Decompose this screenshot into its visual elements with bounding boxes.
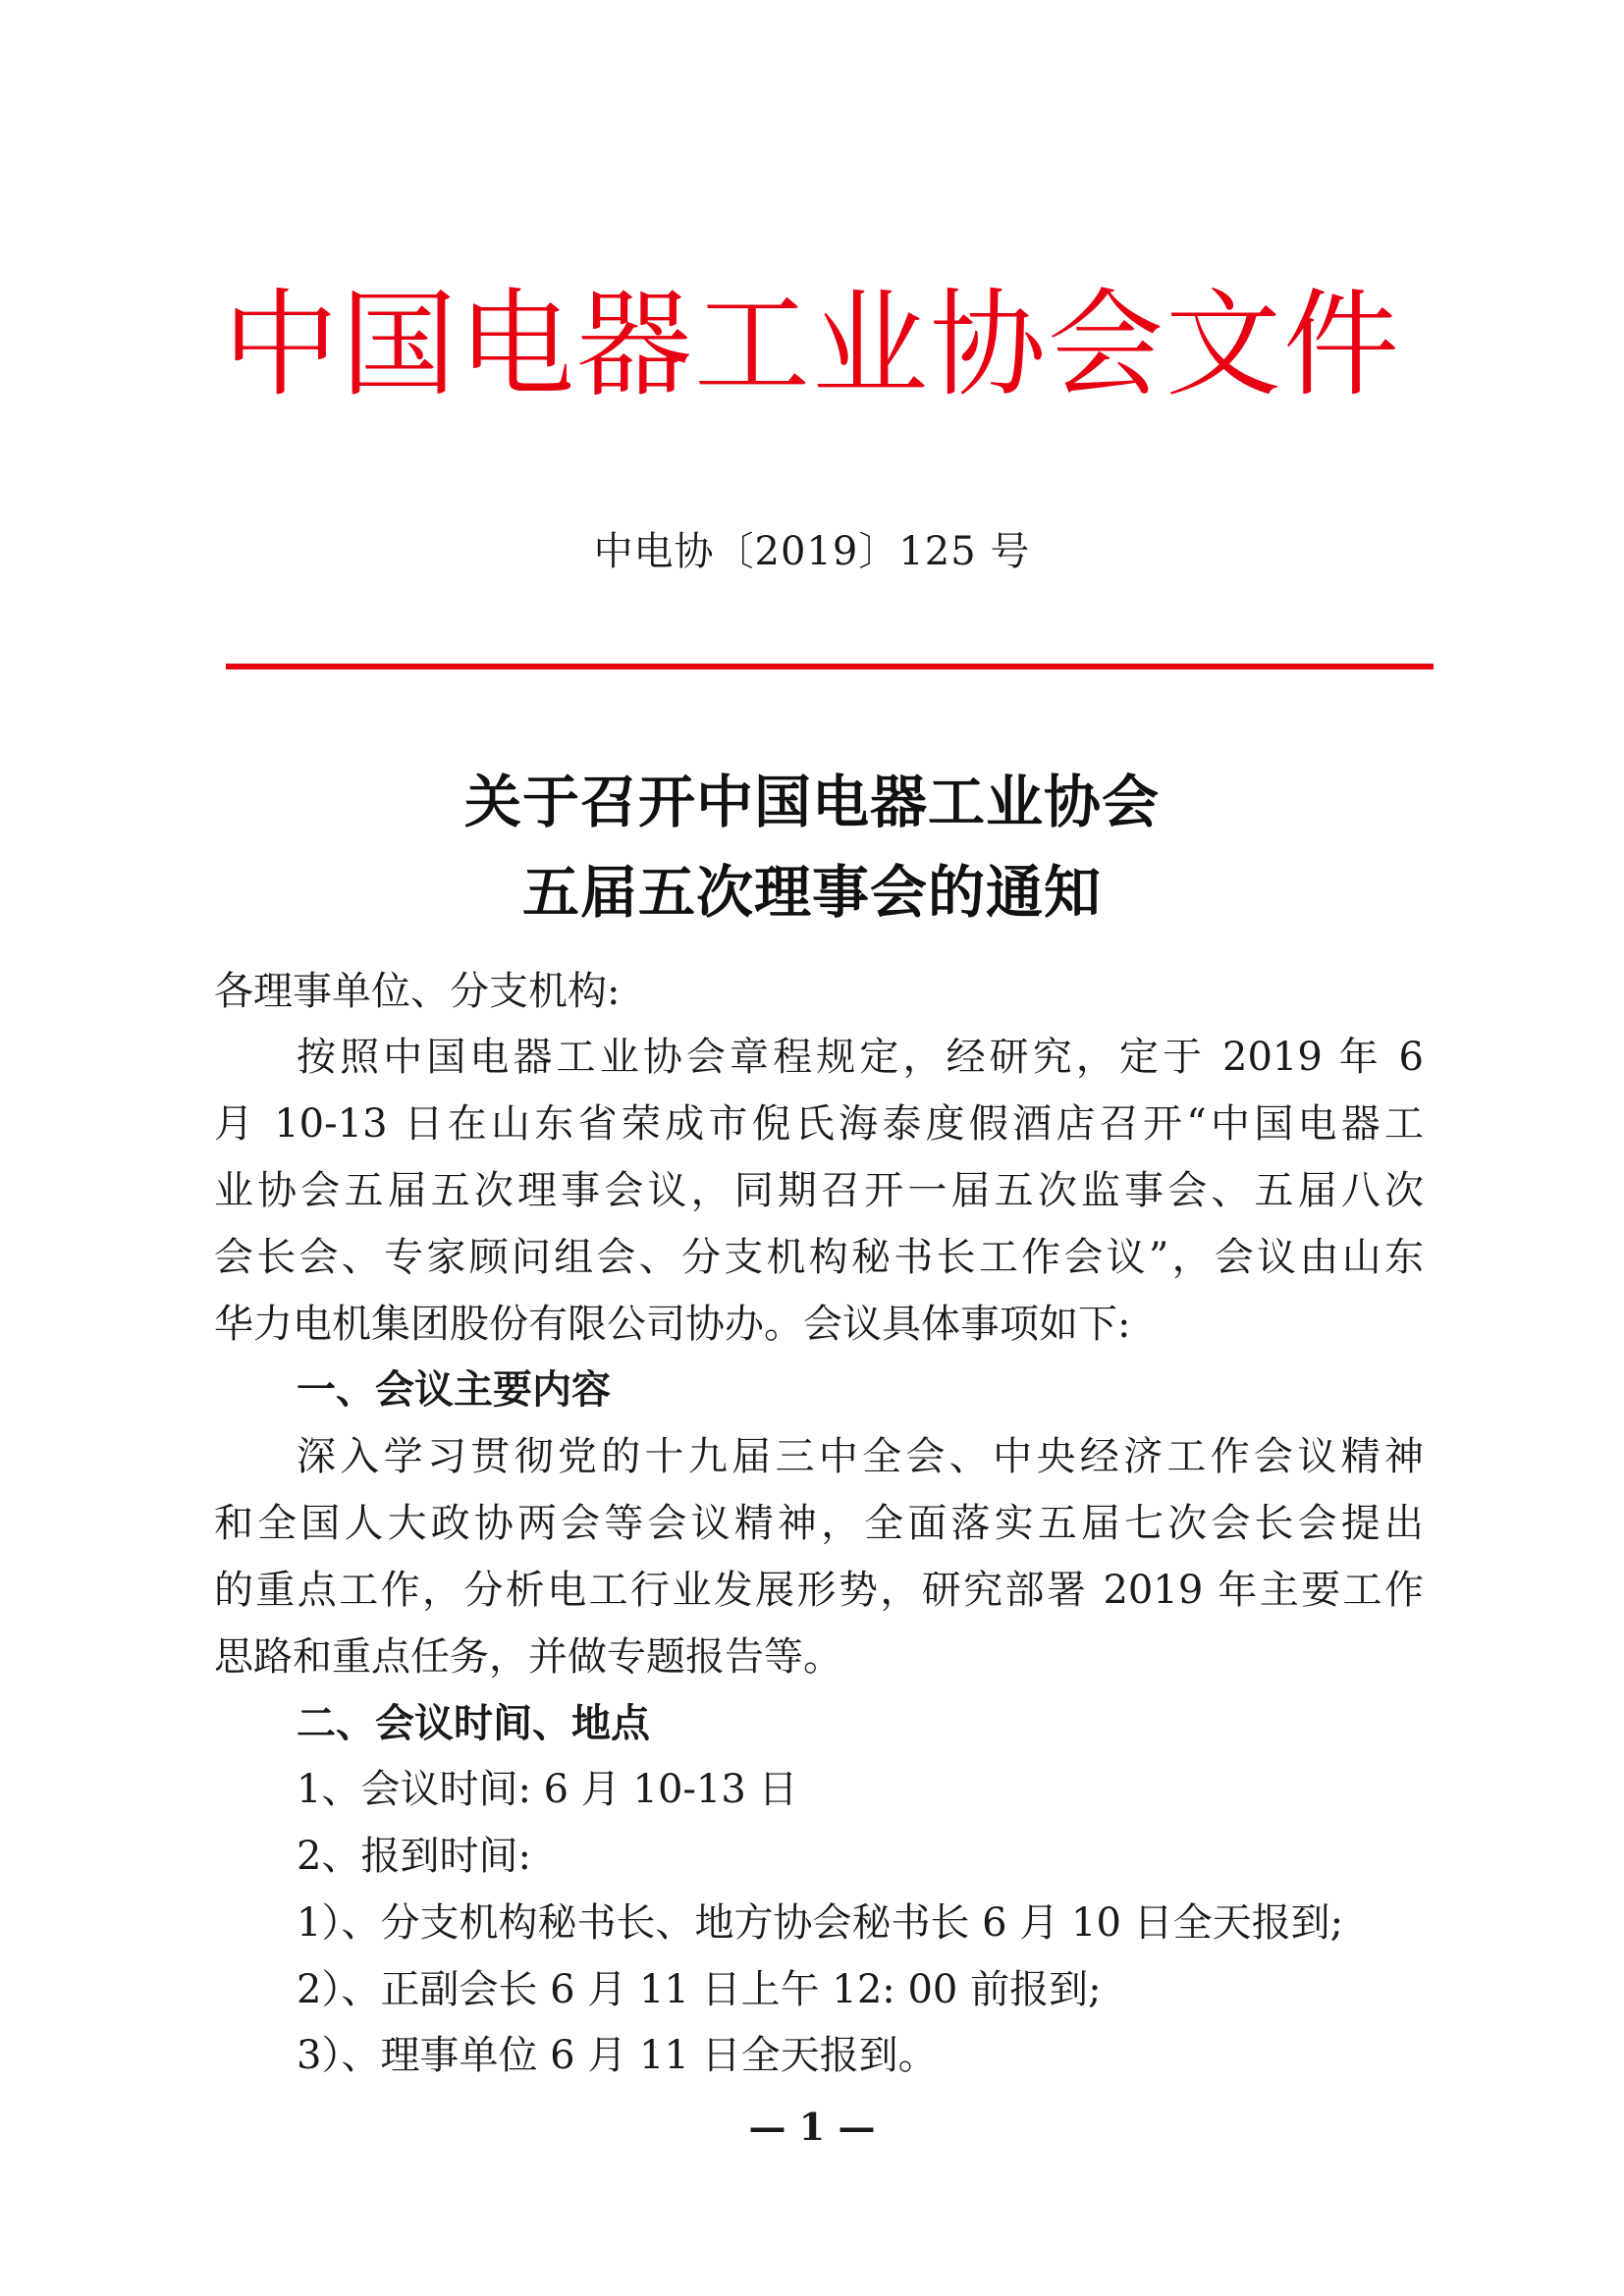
section-1-line: 的重点工作，分析电工行业发展形势，研究部署 2019 年主要工作 [214, 1568, 1424, 1613]
section-1-heading: 一、会议主要内容 [297, 1367, 611, 1413]
intro-line: 业协会五届五次理事会议，同期召开一届五次监事会、五届八次 [214, 1168, 1424, 1213]
checkin-subitem: 2）、正副会长 6 月 11 日上午 12: 00 前报到; [297, 1967, 1102, 2012]
checkin-subitem: 3）、理事单位 6 月 11 日全天报到。 [297, 2033, 938, 2078]
notice-title-line-2: 五届五次理事会的通知 [521, 859, 1102, 926]
section-1-line: 和全国人大政协两会等会议精神，全面落实五届七次会长会提出 [214, 1501, 1424, 1546]
checkin-time-item: 2、报到时间: [297, 1834, 531, 1879]
intro-line: 按照中国电器工业协会章程规定，经研究，定于 2019 年 6 [297, 1035, 1424, 1080]
document-number: 中电协〔2019〕125 号 [593, 529, 1031, 574]
intro-line: 华力电机集团股份有限公司协办。会议具体事项如下: [214, 1302, 1131, 1347]
meeting-time-item: 1、会议时间: 6 月 10-13 日 [297, 1767, 798, 1812]
checkin-subitem: 1）、分支机构秘书长、地方协会秘书长 6 月 10 日全天报到; [297, 1900, 1344, 1946]
org-header-title: 中国电器工业协会文件 [222, 277, 1401, 412]
section-2-heading: 二、会议时间、地点 [297, 1701, 650, 1746]
intro-line: 会长会、专家顾问组会、分支机构秘书长工作会议”，会议由山东 [214, 1235, 1424, 1280]
page-number: — 1 — [748, 2105, 876, 2149]
section-1-line: 深入学习贯彻党的十九届三中全会、中央经济工作会议精神 [297, 1434, 1424, 1479]
red-divider-line [226, 664, 1434, 669]
intro-line: 月 10-13 日在山东省荣成市倪氏海泰度假酒店召开“中国电器工 [214, 1101, 1424, 1147]
notice-title-line-1: 关于召开中国电器工业协会 [463, 769, 1160, 835]
salutation: 各理事单位、分支机构: [214, 969, 621, 1014]
section-1-line: 思路和重点任务，并做专题报告等。 [214, 1634, 842, 1680]
